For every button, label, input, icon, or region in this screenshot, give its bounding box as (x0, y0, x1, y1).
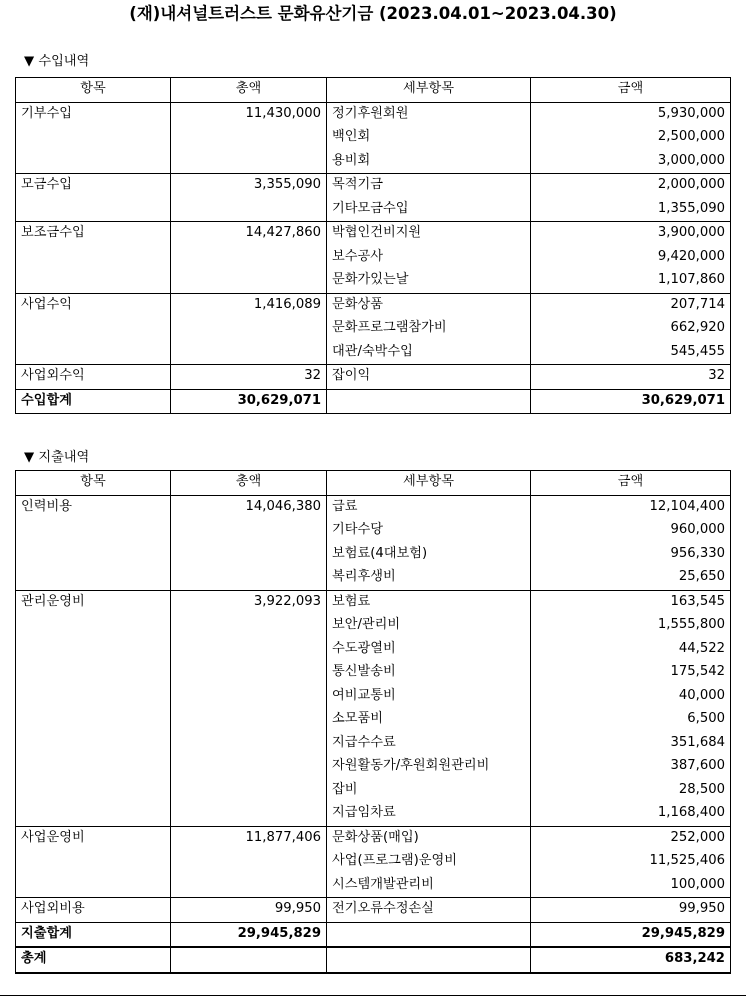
item-cell: 총계 (16, 947, 171, 973)
item-cell: 사업외수익 (16, 365, 171, 390)
header-amount: 금액 (531, 78, 731, 103)
amount-cell: 9,420,000 (531, 246, 731, 270)
total-cell (171, 708, 327, 732)
table-row (16, 269, 731, 293)
total-cell (171, 850, 327, 874)
item-cell (16, 685, 171, 709)
amount-cell: 956,330 (531, 543, 731, 567)
item-cell (16, 246, 171, 270)
total-cell: 1,416,089 (171, 293, 327, 317)
table-row (16, 661, 731, 685)
total-cell (171, 947, 327, 973)
table-row (16, 365, 731, 390)
total-cell: 99,950 (171, 898, 327, 923)
amount-cell: 25,650 (531, 566, 731, 590)
table-row (16, 495, 731, 519)
detail-cell: 급료 (327, 495, 531, 519)
detail-cell (327, 947, 531, 973)
detail-cell: 박협인건비지원 (327, 222, 531, 246)
detail-cell: 목적기금 (327, 174, 531, 198)
table-row (16, 150, 731, 174)
item-cell (16, 543, 171, 567)
table-row (16, 685, 731, 709)
detail-cell: 지급임차료 (327, 802, 531, 826)
total-cell (171, 246, 327, 270)
total-cell: 3,355,090 (171, 174, 327, 198)
income-header-row (16, 78, 731, 103)
expense-section-label: ▼ 지출내역 (24, 450, 90, 465)
detail-cell: 보안/관리비 (327, 614, 531, 638)
item-cell: 모금수입 (16, 174, 171, 198)
table-row (16, 898, 731, 923)
item-cell: 지출합계 (16, 922, 171, 947)
expense-header-row (16, 471, 731, 496)
amount-cell: 662,920 (531, 317, 731, 341)
header-total: 총액 (171, 471, 327, 496)
total-cell (171, 198, 327, 222)
header-item: 항목 (16, 78, 171, 103)
detail-cell: 소모품비 (327, 708, 531, 732)
detail-cell: 통신발송비 (327, 661, 531, 685)
amount-cell: 545,455 (531, 341, 731, 365)
detail-cell: 지급수수료 (327, 732, 531, 756)
total-cell: 14,046,380 (171, 495, 327, 519)
item-cell: 사업외비용 (16, 898, 171, 923)
amount-cell: 2,500,000 (531, 126, 731, 150)
amount-cell: 3,900,000 (531, 222, 731, 246)
detail-cell: 보수공사 (327, 246, 531, 270)
detail-cell: 기타모금수입 (327, 198, 531, 222)
grand-total-row (16, 947, 731, 973)
page-bottom-rule (0, 995, 746, 996)
total-cell (171, 732, 327, 756)
total-cell: 3,922,093 (171, 590, 327, 614)
detail-cell (327, 922, 531, 947)
item-cell (16, 614, 171, 638)
header-item: 항목 (16, 471, 171, 496)
table-row (16, 341, 731, 365)
amount-cell: 100,000 (531, 874, 731, 898)
detail-cell: 용비회 (327, 150, 531, 174)
total-cell (171, 614, 327, 638)
total-cell: 32 (171, 365, 327, 390)
table-row (16, 708, 731, 732)
detail-cell: 잡이익 (327, 365, 531, 390)
item-cell (16, 317, 171, 341)
income-table (15, 77, 731, 414)
table-row (16, 732, 731, 756)
total-cell (171, 638, 327, 662)
table-row (16, 543, 731, 567)
amount-cell: 29,945,829 (531, 922, 731, 947)
table-row (16, 102, 731, 126)
detail-cell: 문화상품(매입) (327, 826, 531, 850)
amount-cell: 6,500 (531, 708, 731, 732)
total-cell (171, 566, 327, 590)
detail-cell: 정기후원회원 (327, 102, 531, 126)
item-cell: 기부수입 (16, 102, 171, 126)
amount-cell: 163,545 (531, 590, 731, 614)
amount-cell: 207,714 (531, 293, 731, 317)
amount-cell: 12,104,400 (531, 495, 731, 519)
amount-cell: 3,000,000 (531, 150, 731, 174)
item-cell (16, 779, 171, 803)
total-cell (171, 543, 327, 567)
detail-cell: 대관/숙박수입 (327, 341, 531, 365)
item-cell (16, 755, 171, 779)
amount-cell: 683,242 (531, 947, 731, 973)
amount-cell: 175,542 (531, 661, 731, 685)
item-cell: 관리운영비 (16, 590, 171, 614)
item-cell: 보조금수입 (16, 222, 171, 246)
document-title: (재)내셔널트러스트 문화유산기금 (2023.04.01~2023.04.30) (129, 4, 617, 23)
item-cell: 수입합계 (16, 389, 171, 414)
table-row (16, 874, 731, 898)
amount-cell: 40,000 (531, 685, 731, 709)
table-row (16, 198, 731, 222)
amount-cell: 387,600 (531, 755, 731, 779)
amount-cell: 99,950 (531, 898, 731, 923)
amount-cell: 1,107,860 (531, 269, 731, 293)
table-row (16, 755, 731, 779)
header-detail: 세부항목 (327, 471, 531, 496)
amount-cell: 28,500 (531, 779, 731, 803)
item-cell (16, 850, 171, 874)
item-cell (16, 802, 171, 826)
table-row (16, 293, 731, 317)
amount-cell: 1,168,400 (531, 802, 731, 826)
table-row (16, 222, 731, 246)
table-row (16, 519, 731, 543)
total-cell: 11,430,000 (171, 102, 327, 126)
table-row (16, 566, 731, 590)
item-cell: 사업수익 (16, 293, 171, 317)
item-cell: 인력비용 (16, 495, 171, 519)
amount-cell: 44,522 (531, 638, 731, 662)
detail-cell: 전기오류수정손실 (327, 898, 531, 923)
expense-table (15, 470, 731, 974)
table-row (16, 174, 731, 198)
total-row (16, 922, 731, 947)
item-cell (16, 519, 171, 543)
total-cell (171, 269, 327, 293)
item-cell: 사업운영비 (16, 826, 171, 850)
detail-cell: 백인회 (327, 126, 531, 150)
total-cell (171, 519, 327, 543)
header-total: 총액 (171, 78, 327, 103)
amount-cell: 2,000,000 (531, 174, 731, 198)
detail-cell: 잡비 (327, 779, 531, 803)
table-row (16, 638, 731, 662)
detail-cell: 문화상품 (327, 293, 531, 317)
item-cell (16, 661, 171, 685)
table-row (16, 826, 731, 850)
amount-cell: 960,000 (531, 519, 731, 543)
detail-cell (327, 389, 531, 414)
item-cell (16, 126, 171, 150)
total-cell: 14,427,860 (171, 222, 327, 246)
table-row (16, 802, 731, 826)
detail-cell: 기타수당 (327, 519, 531, 543)
total-cell (171, 779, 327, 803)
amount-cell: 252,000 (531, 826, 731, 850)
detail-cell: 여비교통비 (327, 685, 531, 709)
table-row (16, 590, 731, 614)
amount-cell: 11,525,406 (531, 850, 731, 874)
amount-cell: 1,355,090 (531, 198, 731, 222)
detail-cell: 수도광열비 (327, 638, 531, 662)
detail-cell: 보험료(4대보험) (327, 543, 531, 567)
detail-cell: 복리후생비 (327, 566, 531, 590)
table-row (16, 779, 731, 803)
total-cell (171, 341, 327, 365)
item-cell (16, 198, 171, 222)
total-cell (171, 802, 327, 826)
total-cell (171, 874, 327, 898)
amount-cell: 5,930,000 (531, 102, 731, 126)
total-cell (171, 150, 327, 174)
total-cell (171, 685, 327, 709)
amount-cell: 32 (531, 365, 731, 390)
detail-cell: 문화프로그램참가비 (327, 317, 531, 341)
income-section-label: ▼ 수입내역 (24, 54, 90, 69)
total-cell (171, 755, 327, 779)
table-row (16, 317, 731, 341)
item-cell (16, 566, 171, 590)
table-row (16, 850, 731, 874)
item-cell (16, 732, 171, 756)
detail-cell: 자원활동가/후원회원관리비 (327, 755, 531, 779)
total-cell: 11,877,406 (171, 826, 327, 850)
header-amount: 금액 (531, 471, 731, 496)
item-cell (16, 150, 171, 174)
item-cell (16, 269, 171, 293)
amount-cell: 30,629,071 (531, 389, 731, 414)
amount-cell: 351,684 (531, 732, 731, 756)
amount-cell: 1,555,800 (531, 614, 731, 638)
total-cell (171, 126, 327, 150)
detail-cell: 시스템개발관리비 (327, 874, 531, 898)
total-cell (171, 317, 327, 341)
item-cell (16, 708, 171, 732)
detail-cell: 보험료 (327, 590, 531, 614)
total-row (16, 389, 731, 414)
item-cell (16, 638, 171, 662)
total-cell: 30,629,071 (171, 389, 327, 414)
item-cell (16, 341, 171, 365)
header-detail: 세부항목 (327, 78, 531, 103)
item-cell (16, 874, 171, 898)
detail-cell: 사업(프로그램)운영비 (327, 850, 531, 874)
detail-cell: 문화가있는날 (327, 269, 531, 293)
table-row (16, 126, 731, 150)
total-cell (171, 661, 327, 685)
total-cell: 29,945,829 (171, 922, 327, 947)
table-row (16, 614, 731, 638)
table-row (16, 246, 731, 270)
